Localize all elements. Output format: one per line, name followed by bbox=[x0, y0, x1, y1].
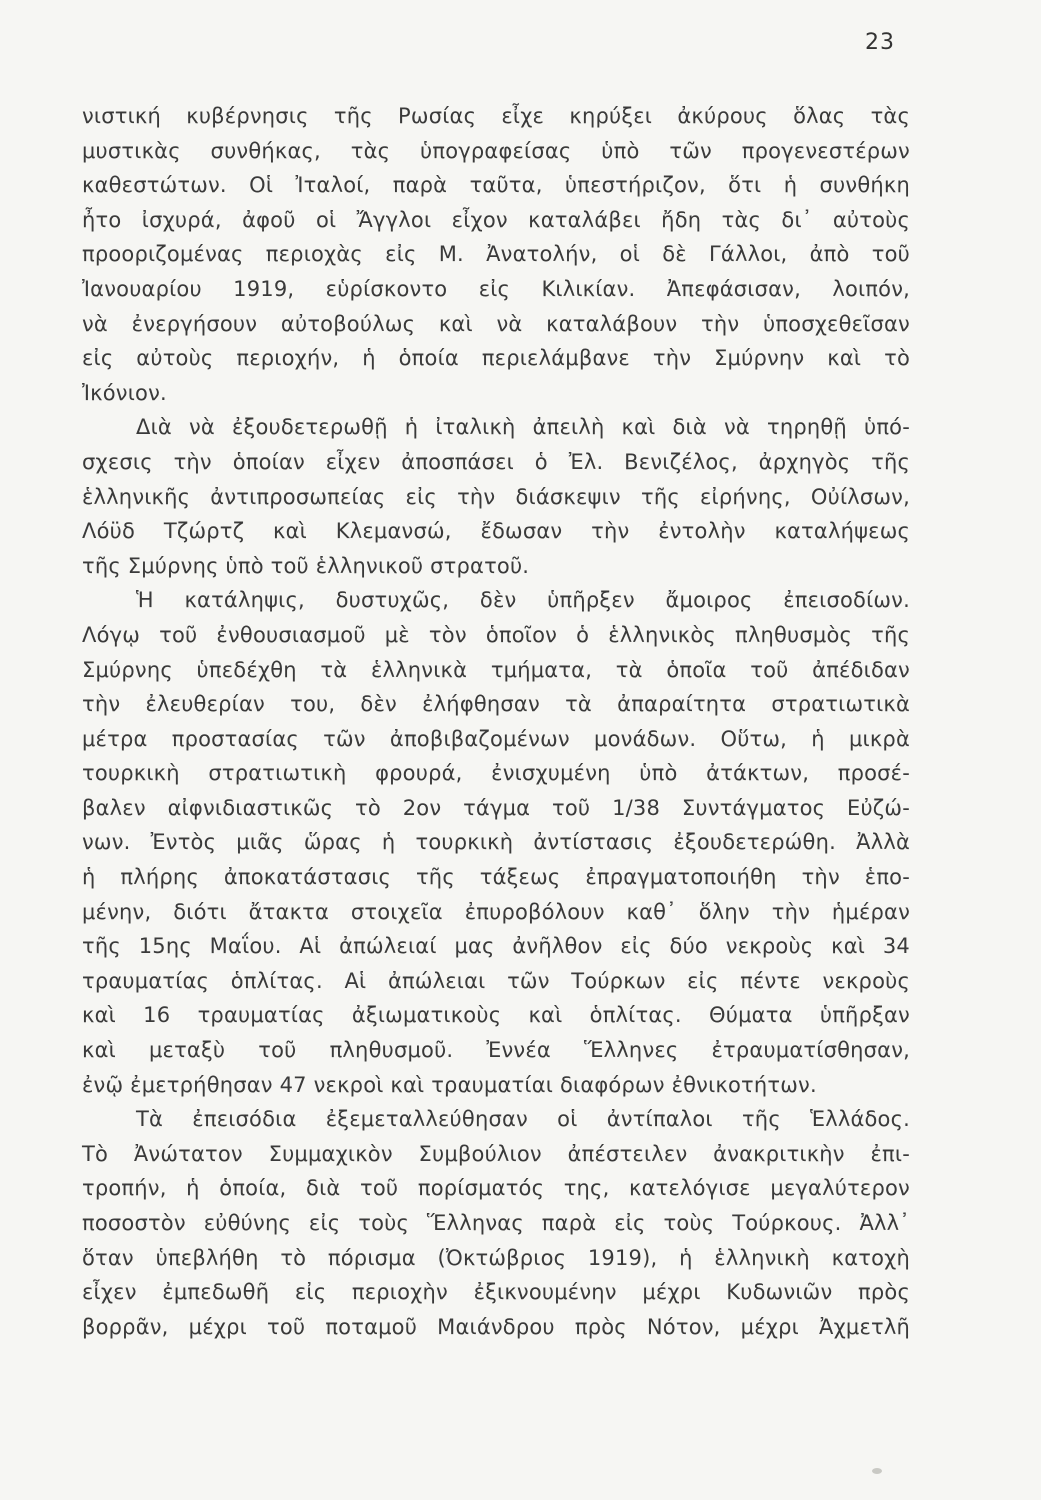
body-text bbox=[82, 99, 910, 1344]
text-line: Ἰκόνιον. bbox=[82, 380, 167, 405]
text-line: βαλεν αἰφνιδιαστικῶς τὸ 2ον τάγμα τοῦ 1/38 Συντάγματος Εὐζώ- bbox=[82, 795, 910, 820]
text-line: τῆς Σμύρνης ὑπὸ τοῦ ἑλληνικοῦ στρατοῦ. bbox=[82, 553, 530, 578]
text-line: Διὰ νὰ ἐξουδετερωθῇ ἡ ἰταλικὴ ἀπειλὴ καὶ διὰ νὰ τηρηθῇ ὑπό- bbox=[136, 415, 910, 440]
text-line: ὅταν ὑπεβλήθη τὸ πόρισμα (Ὀκτώβριος 1919), ἡ ἑλληνικὴ κατοχὴ bbox=[82, 1245, 910, 1270]
text-line: τραυματίας ὁπλίτας. Αἱ ἀπώλειαι τῶν Τούρκων εἰς πέντε νεκροὺς bbox=[82, 968, 910, 993]
text-line: τροπήν, ἡ ὁποία, διὰ τοῦ πορίσματός της, κατελόγισε μεγαλύτερον bbox=[82, 1176, 910, 1201]
text-line: νων. Ἐντὸς μιᾶς ὥρας ἡ τουρκικὴ ἀντίστασις ἐξουδετερώθη. Ἀλλὰ bbox=[82, 830, 910, 855]
page-number: 23 bbox=[865, 30, 895, 55]
text-line: μένην, διότι ἄτακτα στοιχεῖα ἐπυροβόλουν καθ᾽ ὅλην τὴν ἡμέραν bbox=[82, 899, 910, 924]
text-line: σχεσις τὴν ὁποίαν εἶχεν ἀποσπάσει ὁ Ἐλ. Βενιζέλος, ἀρχηγὸς τῆς bbox=[82, 449, 910, 474]
ink-smudge bbox=[872, 1468, 882, 1474]
text-line: βορρᾶν, μέχρι τοῦ ποταμοῦ Μαιάνδρου πρὸς Νότον, μέχρι Ἀχμετλῆ bbox=[82, 1314, 910, 1339]
text-line: Τὰ ἐπεισόδια ἐξεμεταλλεύθησαν οἱ ἀντίπαλοι τῆς Ἑλλάδος. bbox=[136, 1107, 910, 1132]
text-line: τὴν ἐλευθερίαν του, δὲν ἐλήφθησαν τὰ ἀπαραίτητα στρατιωτικὰ bbox=[82, 692, 910, 717]
text-line: μέτρα προστασίας τῶν ἀποβιβαζομένων μονάδων. Οὕτω, ἡ μικρὰ bbox=[82, 726, 910, 751]
text-line: ἡ πλήρης ἀποκατάστασις τῆς τάξεως ἐπραγματοποιήθη τὴν ἑπο- bbox=[82, 865, 910, 890]
text-line: Λόϋδ Τζώρτζ καὶ Κλεμανσώ, ἔδωσαν τὴν ἐντολὴν καταλήψεως bbox=[82, 519, 910, 544]
text-line: καὶ μεταξὺ τοῦ πληθυσμοῦ. Ἐννέα Ἕλληνες ἐτραυματίσθησαν, bbox=[82, 1038, 910, 1063]
text-line: εἰς αὐτοὺς περιοχήν, ἡ ὁποία περιελάμβανε τὴν Σμύρνην καὶ τὸ bbox=[82, 346, 910, 371]
text-line: Τὸ Ἀνώτατον Συμμαχικὸν Συμβούλιον ἀπέστειλεν ἀνακριτικὴν ἐπι- bbox=[82, 1141, 910, 1166]
text-line: τουρκικὴ στρατιωτικὴ φρουρά, ἐνισχυμένη ὑπὸ ἀτάκτων, προσέ- bbox=[82, 761, 910, 786]
text-line: Λόγῳ τοῦ ἐνθουσιασμοῦ μὲ τὸν ὁποῖον ὁ ἑλληνικὸς πληθυσμὸς τῆς bbox=[82, 622, 910, 647]
text-line: εἶχεν ἐμπεδωθῆ εἰς περιοχὴν ἐξικνουμένην μέχρι Κυδωνιῶν πρὸς bbox=[82, 1280, 910, 1305]
text-line: ἐνῷ ἐμετρήθησαν 47 νεκροὶ καὶ τραυματίαι διαφόρων ἐθνικοτήτων. bbox=[82, 1072, 817, 1097]
text-line: νιστική κυβέρνησις τῆς Ρωσίας εἶχε κηρύξει ἀκύρους ὅλας τὰς bbox=[82, 104, 910, 128]
text-line: προοριζομένας περιοχὰς εἰς Μ. Ἀνατολήν, οἱ δὲ Γάλλοι, ἀπὸ τοῦ bbox=[82, 242, 910, 267]
text-line: Ἡ κατάληψις, δυστυχῶς, δὲν ὑπῆρξεν ἄμοιρος ἐπεισοδίων. bbox=[136, 588, 910, 613]
text-line: καὶ 16 τραυματίας ἀξιωματικοὺς καὶ ὁπλίτας. Θύματα ὑπῆρξαν bbox=[82, 1003, 910, 1028]
text-line: ποσοστὸν εὐθύνης εἰς τοὺς Ἕλληνας παρὰ εἰς τοὺς Τούρκους. Ἀλλ᾽ bbox=[82, 1211, 910, 1235]
text-line: νὰ ἐνεργήσουν αὐτοβούλως καὶ νὰ καταλάβουν τὴν ὑποσχεθεῖσαν bbox=[82, 311, 910, 336]
text-line: ἑλληνικῆς ἀντιπροσωπείας εἰς τὴν διάσκεψιν τῆς εἰρήνης, Οὐίλσων, bbox=[82, 484, 910, 509]
text-line: καθεστώτων. Οἱ Ἰταλοί, παρὰ ταῦτα, ὑπεστήριζον, ὅτι ἡ συνθήκη bbox=[82, 173, 910, 198]
text-line: Ἰανουαρίου 1919, εὑρίσκοντο εἰς Κιλικίαν. Ἀπεφάσισαν, λοιπόν, bbox=[82, 276, 910, 301]
text-line: τῆς 15ης Μαΐου. Αἱ ἀπώλειαί μας ἀνῆλθον εἰς δύο νεκροὺς καὶ 34 bbox=[82, 934, 910, 959]
text-line: μυστικὰς συνθήκας, τὰς ὑπογραφείσας ὑπὸ τῶν προγενεστέρων bbox=[82, 138, 910, 163]
text-line: ἦτο ἰσχυρά, ἀφοῦ οἱ Ἄγγλοι εἶχον καταλάβει ἤδη τὰς δι᾽ αὐτοὺς bbox=[82, 207, 910, 232]
text-line: Σμύρνης ὑπεδέχθη τὰ ἑλληνικὰ τμήματα, τὰ ὁποῖα τοῦ ἀπέδιδαν bbox=[82, 657, 910, 682]
